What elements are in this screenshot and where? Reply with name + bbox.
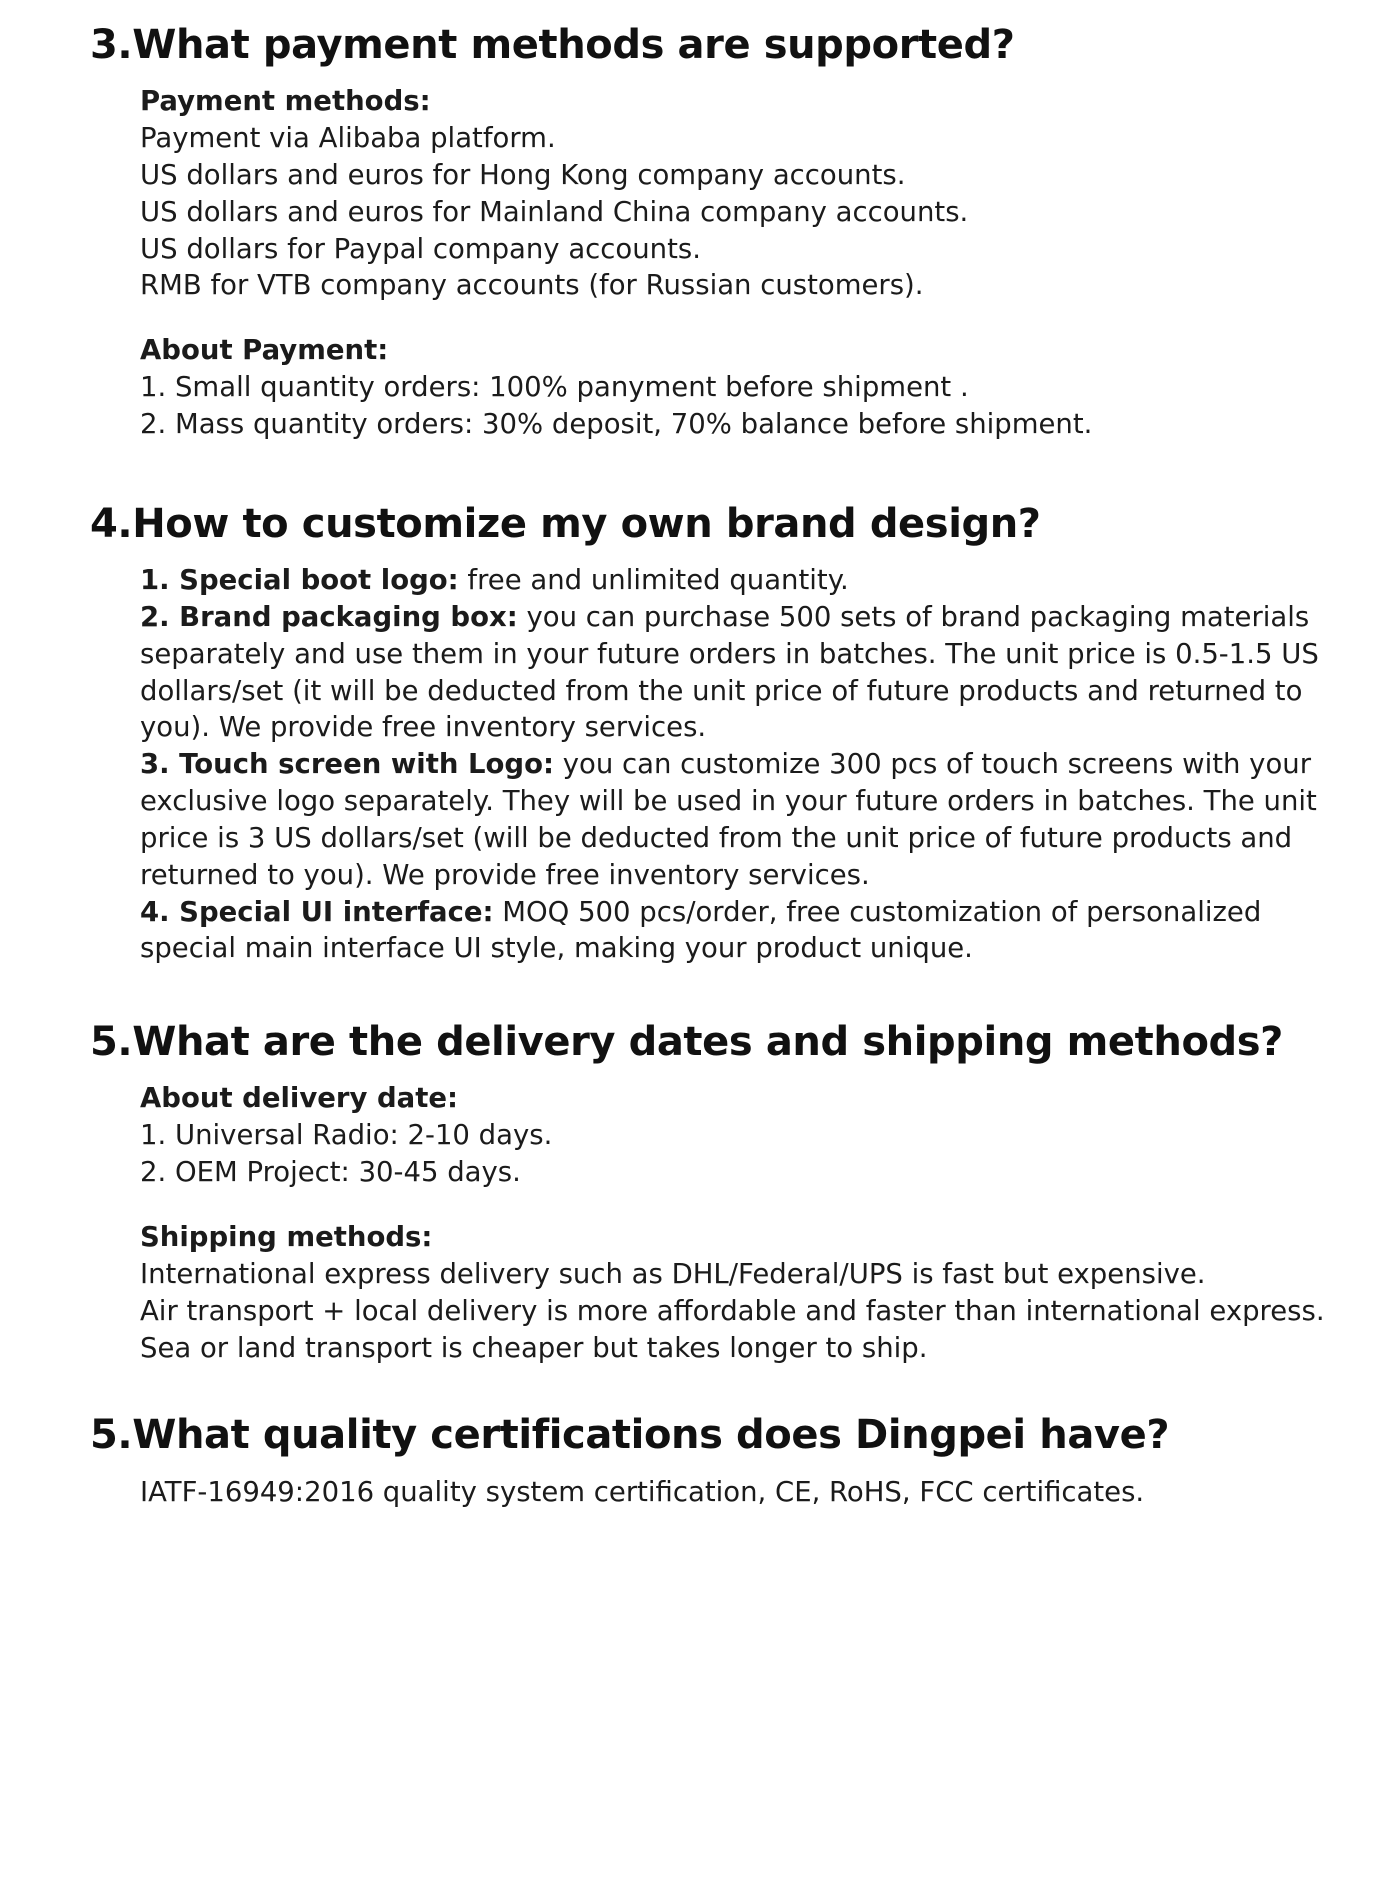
faq-heading: 4.How to customize my own brand design? [90, 500, 1041, 547]
faq-item [140, 599, 1330, 746]
faq-section-brand-customization [90, 501, 1330, 967]
faq-item-lead: 1. Special boot logo: [140, 563, 459, 596]
faq-item-text: free and unlimited quantity. [458, 563, 849, 596]
section-spacer [90, 449, 1330, 501]
faq-line: 1. Universal Radio: 2-10 days. [140, 1119, 553, 1152]
faq-line: US dollars and euros for Hong Kong company accounts. [140, 158, 906, 191]
faq-line: International express delivery such as DHL/Federal/UPS is fast but expensive. [140, 1257, 1206, 1290]
faq-heading: 5.What are the delivery dates and shipping methods? [90, 1019, 1283, 1066]
faq-section-payment-methods [90, 22, 1330, 443]
faq-line: IATF-16949:2016 quality system certification, CE, RoHS, FCC certificates. [140, 1475, 1145, 1508]
faq-line: RMB for VTB company accounts (for Russian customers). [140, 269, 924, 302]
faq-heading: 3.What payment methods are supported? [90, 22, 1015, 68]
faq-section-quality-certifications [90, 1412, 1330, 1510]
faq-line: Sea or land transport is cheaper but takes longer to ship. [140, 1331, 928, 1364]
faq-item-text: you can customize 300 pcs of touch screens with your exclusive logo separately. They will be used in your future orders in batches. The unit price is 3 US dollars/set (will be deducted from the unit price of future products and returned to you). We provide free inventory services. [140, 748, 1317, 891]
faq-item-lead: 2. Brand packaging box: [140, 600, 518, 633]
faq-line: 2. Mass quantity orders: 30% deposit, 70% balance before shipment. [140, 407, 1093, 440]
faq-line: US dollars for Paypal company accounts. [140, 232, 701, 265]
faq-line: US dollars and euros for Mainland China company accounts. [140, 195, 969, 228]
faq-subtitle: Payment methods: [140, 85, 431, 118]
faq-subtitle: About delivery date: [140, 1082, 459, 1115]
faq-body [140, 1474, 1330, 1511]
faq-item-lead: 4. Special UI interface: [140, 895, 494, 928]
faq-subtitle: Shipping methods: [140, 1220, 433, 1253]
faq-line: 1. Small quantity orders: 100% panyment before shipment . [140, 371, 969, 404]
faq-line: Payment via Alibaba platform. [140, 122, 556, 155]
faq-item [140, 746, 1330, 893]
faq-line: Air transport + local delivery is more affordable and faster than international express. [140, 1294, 1325, 1327]
faq-line: 2. OEM Project: 30-45 days. [140, 1156, 521, 1189]
faq-item-text: you can purchase 500 sets of brand packaging materials separately and use them in your future orders in batches. The unit price is 0.5-1.5 US dollars/set (it will be deducted from the unit price of future products and returned to you). We provide free inventory services. [140, 600, 1319, 744]
faq-subtitle: About Payment: [140, 334, 389, 367]
section-spacer [90, 973, 1330, 1019]
faq-item [140, 562, 1330, 599]
faq-item-lead: 3. Touch screen with Logo: [140, 748, 554, 781]
faq-body [140, 1080, 1330, 1366]
faq-body [140, 562, 1330, 967]
paragraph-spacer [140, 304, 1330, 332]
faq-body [140, 83, 1330, 443]
paragraph-spacer [140, 1191, 1330, 1219]
section-spacer [90, 1372, 1330, 1412]
faq-heading: 5.What quality certifications does Dingpei have? [90, 1412, 1170, 1459]
faq-item-text: MOQ 500 pcs/order, free customization of personalized special main interface UI style, making your product unique. [140, 895, 1262, 965]
faq-item [140, 894, 1330, 968]
faq-section-delivery-shipping [90, 1019, 1330, 1366]
